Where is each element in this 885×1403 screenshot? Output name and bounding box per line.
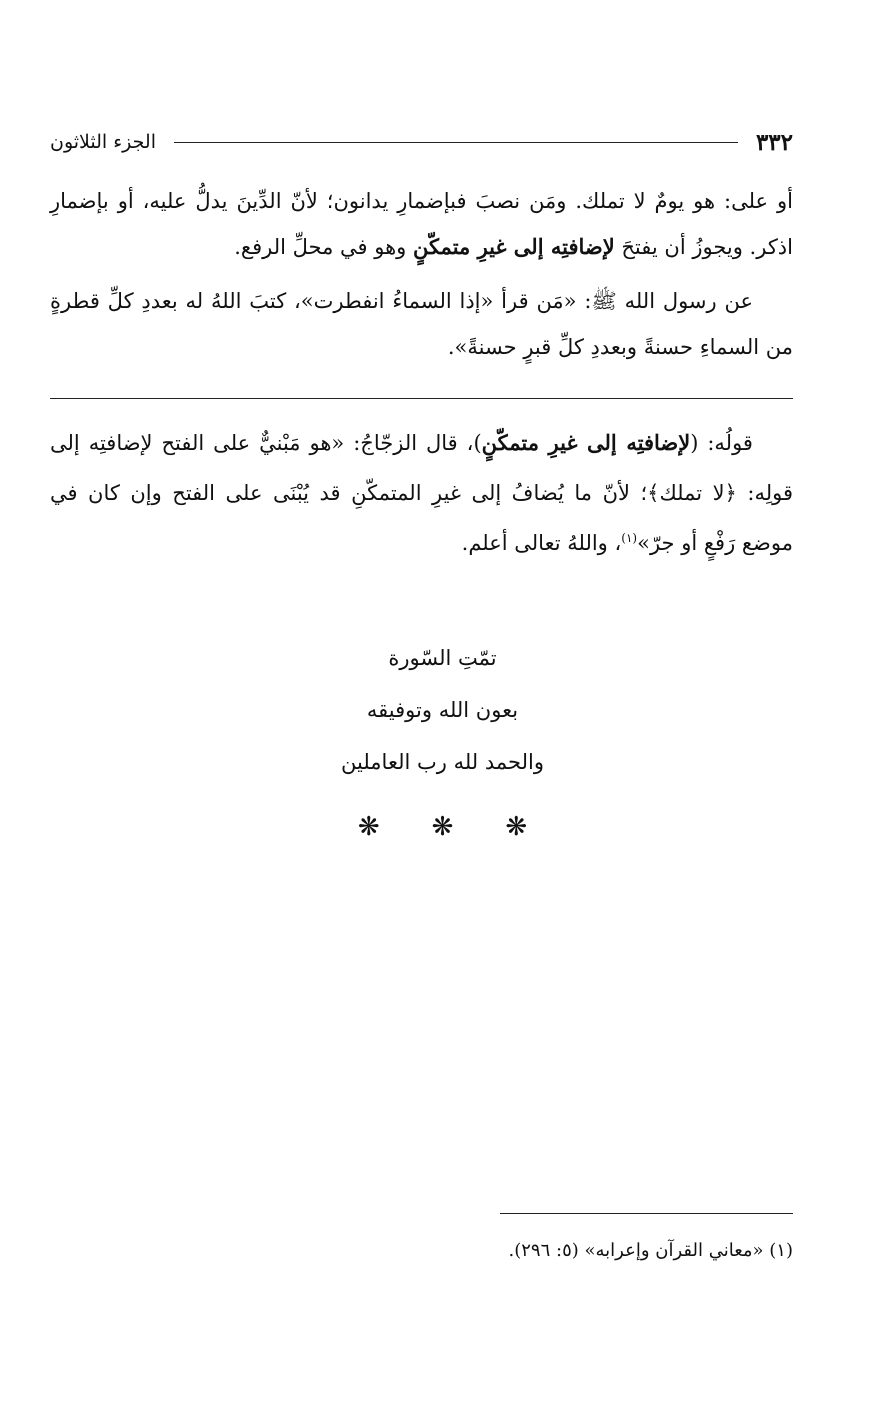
ornament-row [0, 812, 885, 842]
closing-block [0, 632, 885, 788]
main-paragraph [50, 178, 793, 270]
main-text [50, 178, 793, 370]
footnote: (١) «معاني القرآن وإعرابه» (٥: ٢٩٦). [508, 1240, 793, 1261]
hadith-paragraph: عن رسول الله ﷺ: «مَن قرأ «إذا السماءُ انفطرت»، كتبَ اللهُ له بعددِ كلِّ قطرةٍ من السماءِ حسنةً وبعددِ كلِّ قبرٍ حسنةً». [50, 289, 793, 359]
header-rule [174, 142, 738, 143]
ornament-star-icon: ❋ [357, 812, 380, 842]
main-paragraph-lead: أو على: هو يومٌ لا تملك. ومَن نصبَ فبإضمارِ يدانون؛ لأنّ الدِّينَ يدلُّ عليه، أو بإضمارِ اذكر. ويجوزُ أن يفتحَ [50, 189, 793, 259]
running-header [50, 124, 793, 160]
closing-line-3: والحمد لله رب العاملين [341, 750, 544, 774]
commentary-paragraph [50, 418, 793, 568]
ornament-star-icon: ❋ [505, 812, 528, 842]
commentary-lead: قولُه: ( [690, 431, 753, 455]
footnote-rule [500, 1213, 793, 1214]
main-paragraph-bold: لإضافتِه إلى غيرِ متمكّنٍ [412, 234, 615, 259]
closing-line-1: تمّتِ السّورة [388, 646, 497, 670]
ornament-star-icon: ❋ [431, 812, 454, 842]
main-paragraph-tail: وهو في محلِّ الرفع. [234, 235, 413, 259]
footnote-reference: (١) [621, 531, 638, 545]
commentary [50, 418, 793, 568]
commentary-tail: ، واللهُ تعالى أعلم. [461, 531, 622, 555]
closing-line-2: بعون الله وتوفيقه [366, 698, 519, 722]
commentary-mid: )، قال الزجّاجُ: «هو مَبْنيٌّ على الفتح لإضافتِه إلى قولِه: ﴿لا تملك﴾؛ لأنّ ما يُضافُ إلى غيرِ المتمكّنِ قد يُبْنَى على الفتح وإن كان في موضع رَفْعٍ أو جرّ» [50, 431, 793, 555]
commentary-bold: لإضافتِه إلى غيرِ متمكّنٍ [481, 430, 691, 455]
section-divider [50, 398, 793, 399]
part-title: الجزء الثلاثون [50, 131, 156, 153]
page-number: ٣٣٢ [755, 128, 793, 156]
